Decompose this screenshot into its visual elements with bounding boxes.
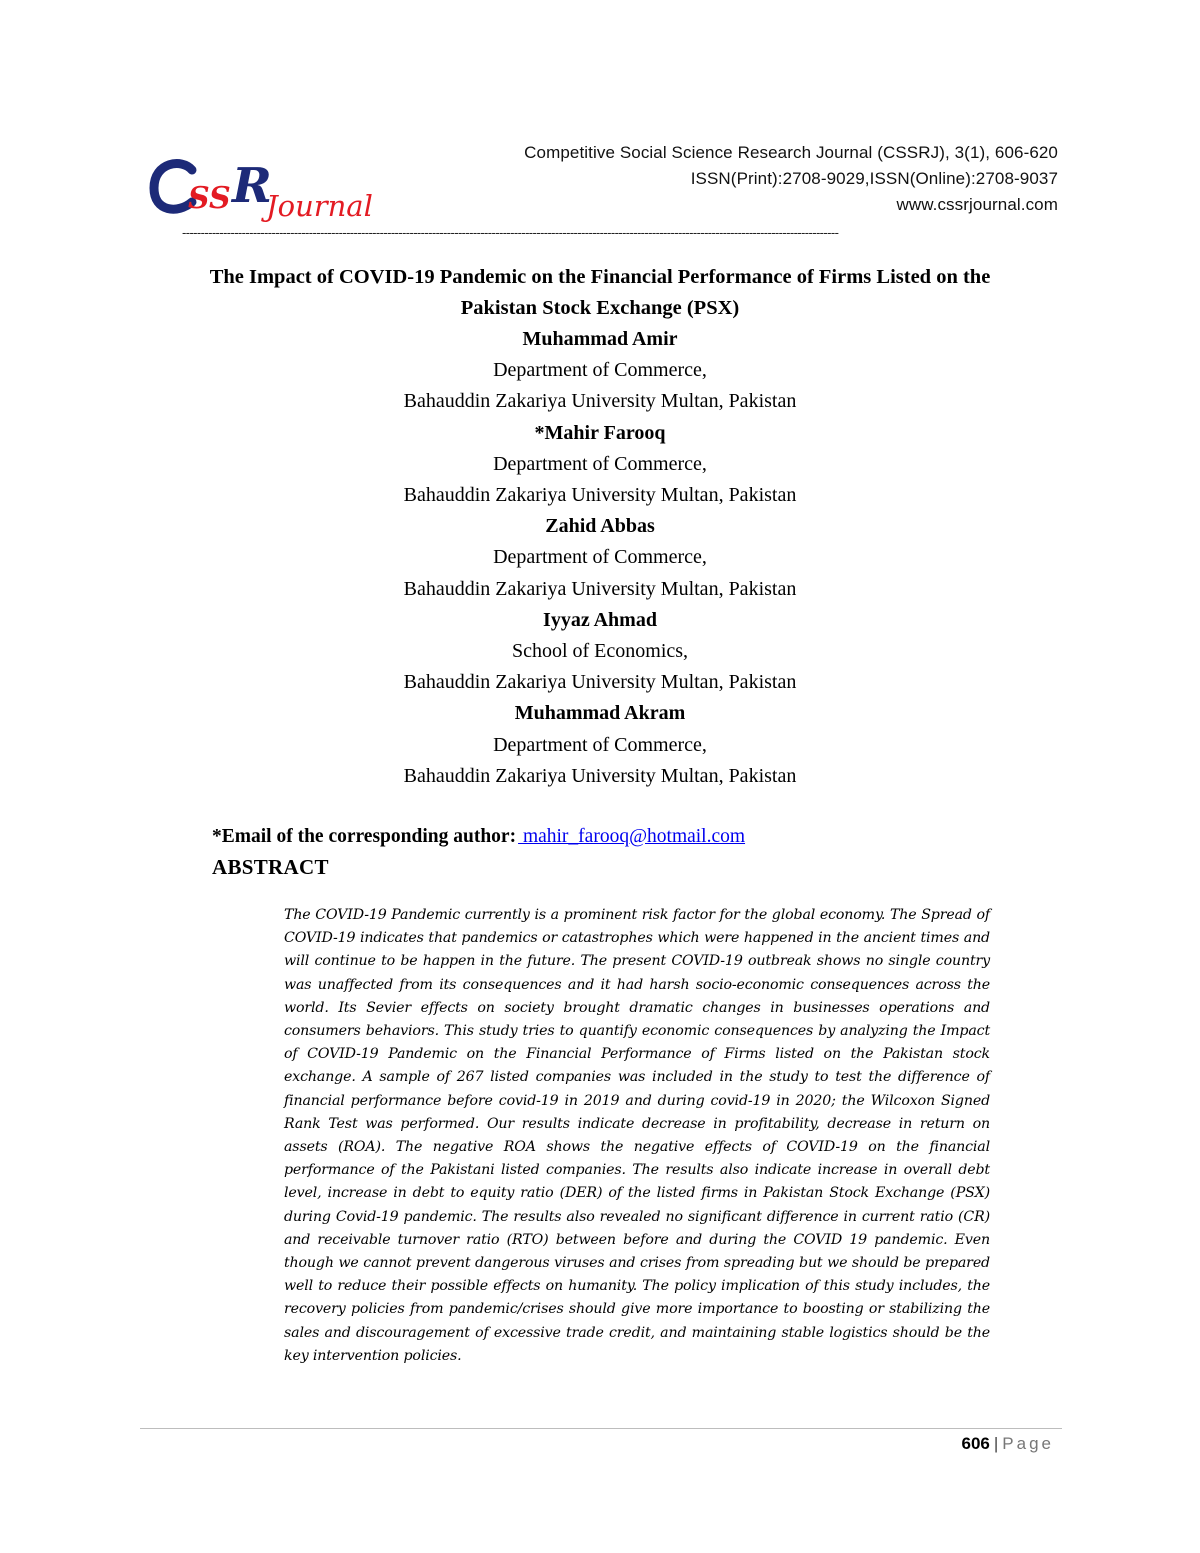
author-list <box>150 324 1050 792</box>
corresponding-email <box>212 823 745 851</box>
author-affiliation: Bahauddin Zakariya University Multan, Pakistan <box>403 764 797 787</box>
footer-separator: | <box>993 1434 999 1453</box>
author-department: Department of Commerce, <box>493 546 707 569</box>
abstract-text: The COVID-19 Pandemic currently is a prominent risk factor for the global economy. The Spread of COVID-19 indicates that pandemics or catastrophes which were happened in the ancient times and will continue to be happen in the future. The present COVID-19 outbreak shows no single country was unaffected from its consequences and it had harsh socio-economic consequences across the world. Its Sevier effects on society brought dramatic changes in businesses operations and consumers behaviors. This study tries to quantify economic consequences by analyzing the Impact of COVID-19 Pandemic on the Financial Performance of Firms listed on the Pakistan stock exchange. A sample of 267 listed companies was included in the study to test the difference of financial performance before covid-19 in 2019 and during covid-19 in 2020; the Wilcoxon Signed Rank Test was performed. Our results indicate decrease in profitability, decrease in return on assets (ROA). The negative ROA shows the negative effects of COVID-19 on the financial performance of the Pakistani listed companies. The results also indicate increase in overall debt level, increase in debt to equity ratio (DER) of the listed firms in Pakistan Stock Exchange (PSX) during Covid-19 pandemic. The results also revealed no significant difference in current ratio (CR) and receivable turnover ratio (RTO) between before and during the COVID 19 pandemic. Even though we cannot prevent dangerous viruses and crises from spreading but we should be prepared well to reduce their possible effects on humanity. The policy implication of this study includes, the recovery policies from pandemic/crises should give more importance to boosting or stabilizing the sales and discouragement of excessive trade credit, and maintaining stable logistics should be the key intervention policies. <box>284 907 990 1364</box>
svg-text:R: R <box>232 158 272 214</box>
author-affiliation: Bahauddin Zakariya University Multan, Pakistan <box>403 671 797 694</box>
footer-rule <box>140 1428 1062 1429</box>
author-name: *Mahir Farooq <box>534 421 666 444</box>
author-department: School of Economics, <box>511 640 689 663</box>
journal-citation: Competitive Social Science Research Journal (CSSRJ), 3(1), 606-620 <box>524 143 1058 162</box>
svg-text:Journal: Journal <box>266 189 373 223</box>
author-department: Department of Commerce, <box>493 452 707 475</box>
author-name: Zahid Abbas <box>545 515 655 538</box>
page-label: Page <box>1002 1434 1054 1453</box>
author-department: Department of Commerce, <box>493 359 707 382</box>
paper-title <box>120 262 1080 324</box>
email-label: *Email of the corresponding author: <box>212 826 517 847</box>
author-name: Muhammad Amir <box>522 328 678 350</box>
svg-text:SS: SS <box>188 181 231 216</box>
journal-issn: ISSN(Print):2708-9029,ISSN(Online):2708-9037 <box>690 169 1058 188</box>
title-line-2: Pakistan Stock Exchange (PSX) <box>460 297 740 319</box>
author-affiliation: Bahauddin Zakariya University Multan, Pakistan <box>403 390 797 413</box>
page-number: 606 <box>961 1434 990 1453</box>
page-footer <box>962 1432 1055 1456</box>
journal-website: www.cssrjournal.com <box>896 195 1058 214</box>
author-affiliation: Bahauddin Zakariya University Multan, Pakistan <box>403 577 797 600</box>
header-dashed-rule: -------------------------------------------------------------------------------------------------------------------------------------------------------------------------------- <box>182 226 839 240</box>
author-name: Iyyaz Ahmad <box>543 608 657 631</box>
journal-info <box>524 140 1058 218</box>
author-department: Department of Commerce, <box>493 733 707 756</box>
email-link[interactable]: mahir_farooq@hotmail.com <box>518 826 746 847</box>
abstract-heading: ABSTRACT <box>212 855 329 879</box>
title-line-1: The Impact of COVID-19 Pandemic on the Financial Performance of Firms Listed on the <box>209 266 991 288</box>
author-name: Muhammad Akram <box>514 702 686 725</box>
author-affiliation: Bahauddin Zakariya University Multan, Pakistan <box>403 484 797 507</box>
cssr-journal-logo <box>148 150 383 225</box>
